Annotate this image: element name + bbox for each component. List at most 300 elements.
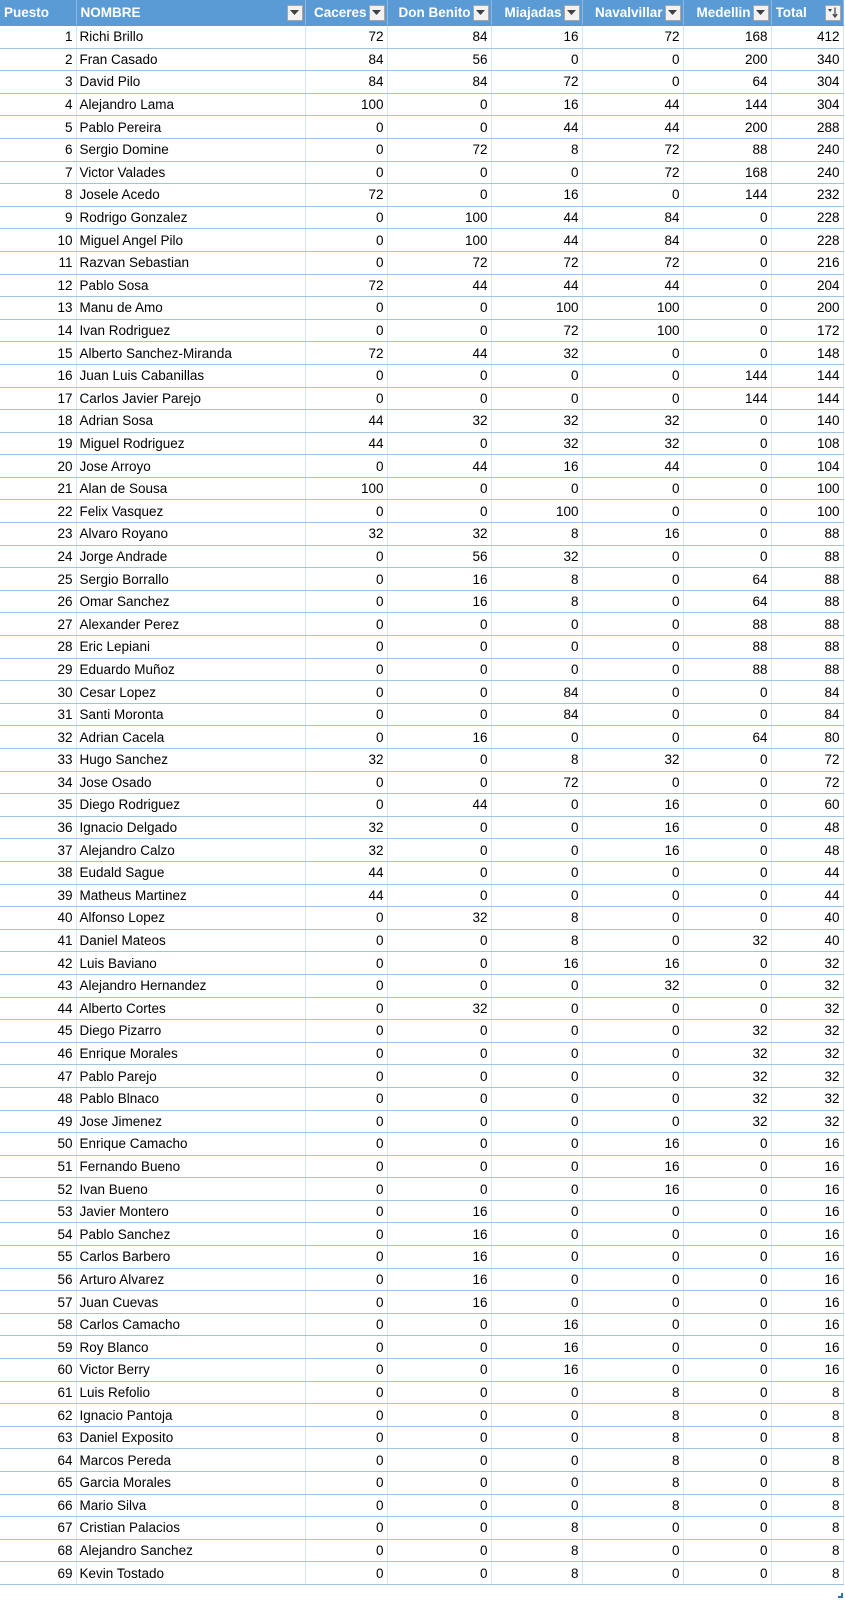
cell-total[interactable]: 88 xyxy=(771,523,843,546)
cell-nombre[interactable]: Alfonso Lopez xyxy=(76,907,305,930)
cell-caceres[interactable]: 0 xyxy=(305,229,387,252)
cell-total[interactable]: 8 xyxy=(771,1562,843,1585)
cell-miajadas[interactable]: 84 xyxy=(491,703,582,726)
cell-miajadas[interactable]: 84 xyxy=(491,681,582,704)
cell-total[interactable]: 16 xyxy=(771,1178,843,1201)
cell-nombre[interactable]: Enrique Camacho xyxy=(76,1133,305,1156)
cell-don-benito[interactable]: 0 xyxy=(387,1155,491,1178)
cell-medellin[interactable]: 32 xyxy=(683,1020,771,1043)
cell-medellin[interactable]: 0 xyxy=(683,1404,771,1427)
cell-nombre[interactable]: Enrique Morales xyxy=(76,1042,305,1065)
cell-miajadas[interactable]: 0 xyxy=(491,726,582,749)
cell-medellin[interactable]: 64 xyxy=(683,71,771,94)
cell-caceres[interactable]: 32 xyxy=(305,749,387,772)
cell-miajadas[interactable]: 0 xyxy=(491,997,582,1020)
cell-miajadas[interactable]: 8 xyxy=(491,523,582,546)
cell-total[interactable]: 240 xyxy=(771,161,843,184)
cell-medellin[interactable]: 200 xyxy=(683,116,771,139)
cell-navalvillar[interactable]: 8 xyxy=(582,1472,683,1495)
cell-puesto[interactable]: 65 xyxy=(0,1472,76,1495)
cell-miajadas[interactable]: 0 xyxy=(491,364,582,387)
cell-nombre[interactable]: Santi Moronta xyxy=(76,703,305,726)
cell-miajadas[interactable]: 100 xyxy=(491,297,582,320)
cell-miajadas[interactable]: 16 xyxy=(491,952,582,975)
cell-navalvillar[interactable]: 32 xyxy=(582,974,683,997)
cell-nombre[interactable]: Juan Cuevas xyxy=(76,1291,305,1314)
cell-miajadas[interactable]: 0 xyxy=(491,1178,582,1201)
cell-puesto[interactable]: 15 xyxy=(0,342,76,365)
cell-caceres[interactable]: 0 xyxy=(305,297,387,320)
cell-miajadas[interactable]: 0 xyxy=(491,636,582,659)
cell-caceres[interactable]: 0 xyxy=(305,1517,387,1540)
cell-miajadas[interactable]: 8 xyxy=(491,907,582,930)
cell-don-benito[interactable]: 0 xyxy=(387,1065,491,1088)
cell-don-benito[interactable]: 0 xyxy=(387,1336,491,1359)
cell-nombre[interactable]: Ivan Rodriguez xyxy=(76,319,305,342)
header-caceres[interactable] xyxy=(305,0,387,26)
cell-navalvillar[interactable]: 0 xyxy=(582,1223,683,1246)
cell-nombre[interactable]: David Pilo xyxy=(76,71,305,94)
cell-don-benito[interactable]: 84 xyxy=(387,26,491,49)
cell-medellin[interactable]: 0 xyxy=(683,432,771,455)
cell-navalvillar[interactable]: 0 xyxy=(582,726,683,749)
cell-navalvillar[interactable]: 16 xyxy=(582,1133,683,1156)
cell-medellin[interactable]: 0 xyxy=(683,884,771,907)
cell-caceres[interactable]: 44 xyxy=(305,410,387,433)
cell-medellin[interactable]: 32 xyxy=(683,1110,771,1133)
cell-navalvillar[interactable]: 0 xyxy=(582,545,683,568)
cell-caceres[interactable]: 0 xyxy=(305,138,387,161)
cell-total[interactable]: 60 xyxy=(771,794,843,817)
cell-puesto[interactable]: 27 xyxy=(0,613,76,636)
header-don-benito[interactable] xyxy=(387,0,491,26)
cell-miajadas[interactable]: 0 xyxy=(491,1404,582,1427)
cell-caceres[interactable]: 0 xyxy=(305,568,387,591)
cell-nombre[interactable]: Alejandro Lama xyxy=(76,93,305,116)
cell-don-benito[interactable]: 0 xyxy=(387,681,491,704)
cell-don-benito[interactable]: 44 xyxy=(387,455,491,478)
cell-navalvillar[interactable]: 16 xyxy=(582,1178,683,1201)
cell-total[interactable]: 88 xyxy=(771,568,843,591)
cell-nombre[interactable]: Rodrigo Gonzalez xyxy=(76,206,305,229)
cell-don-benito[interactable]: 0 xyxy=(387,319,491,342)
cell-miajadas[interactable]: 0 xyxy=(491,839,582,862)
cell-nombre[interactable]: Javier Montero xyxy=(76,1200,305,1223)
cell-don-benito[interactable]: 0 xyxy=(387,387,491,410)
cell-don-benito[interactable]: 0 xyxy=(387,1020,491,1043)
cell-don-benito[interactable]: 56 xyxy=(387,48,491,71)
cell-medellin[interactable]: 0 xyxy=(683,1291,771,1314)
cell-nombre[interactable]: Manu de Amo xyxy=(76,297,305,320)
cell-nombre[interactable]: Ignacio Pantoja xyxy=(76,1404,305,1427)
cell-miajadas[interactable]: 44 xyxy=(491,116,582,139)
cell-caceres[interactable]: 0 xyxy=(305,681,387,704)
cell-miajadas[interactable]: 8 xyxy=(491,568,582,591)
cell-medellin[interactable]: 200 xyxy=(683,48,771,71)
cell-caceres[interactable]: 84 xyxy=(305,48,387,71)
cell-miajadas[interactable]: 0 xyxy=(491,1494,582,1517)
cell-miajadas[interactable]: 0 xyxy=(491,1110,582,1133)
cell-navalvillar[interactable]: 8 xyxy=(582,1426,683,1449)
cell-total[interactable]: 8 xyxy=(771,1381,843,1404)
cell-don-benito[interactable]: 0 xyxy=(387,1472,491,1495)
cell-miajadas[interactable]: 16 xyxy=(491,26,582,49)
cell-total[interactable]: 32 xyxy=(771,1065,843,1088)
cell-caceres[interactable]: 0 xyxy=(305,1246,387,1269)
cell-puesto[interactable]: 48 xyxy=(0,1087,76,1110)
cell-nombre[interactable]: Arturo Alvarez xyxy=(76,1268,305,1291)
cell-nombre[interactable]: Pablo Blnaco xyxy=(76,1087,305,1110)
cell-total[interactable]: 88 xyxy=(771,636,843,659)
cell-caceres[interactable]: 32 xyxy=(305,839,387,862)
cell-medellin[interactable]: 0 xyxy=(683,206,771,229)
cell-nombre[interactable]: Sergio Domine xyxy=(76,138,305,161)
cell-caceres[interactable]: 0 xyxy=(305,1381,387,1404)
header-total[interactable] xyxy=(771,0,843,26)
cell-nombre[interactable]: Victor Berry xyxy=(76,1359,305,1382)
cell-puesto[interactable]: 3 xyxy=(0,71,76,94)
cell-miajadas[interactable]: 16 xyxy=(491,1336,582,1359)
cell-navalvillar[interactable]: 0 xyxy=(582,1042,683,1065)
cell-total[interactable]: 100 xyxy=(771,500,843,523)
cell-nombre[interactable]: Pablo Pereira xyxy=(76,116,305,139)
cell-total[interactable]: 88 xyxy=(771,613,843,636)
cell-miajadas[interactable]: 0 xyxy=(491,1291,582,1314)
cell-medellin[interactable]: 88 xyxy=(683,636,771,659)
cell-caceres[interactable]: 0 xyxy=(305,1042,387,1065)
cell-puesto[interactable]: 30 xyxy=(0,681,76,704)
cell-medellin[interactable]: 0 xyxy=(683,703,771,726)
cell-navalvillar[interactable]: 72 xyxy=(582,251,683,274)
cell-puesto[interactable]: 29 xyxy=(0,658,76,681)
cell-nombre[interactable]: Eudald Sague xyxy=(76,861,305,884)
cell-total[interactable]: 228 xyxy=(771,206,843,229)
cell-caceres[interactable]: 0 xyxy=(305,1472,387,1495)
cell-miajadas[interactable]: 8 xyxy=(491,929,582,952)
cell-nombre[interactable]: Alvaro Royano xyxy=(76,523,305,546)
cell-don-benito[interactable]: 0 xyxy=(387,477,491,500)
cell-miajadas[interactable]: 8 xyxy=(491,590,582,613)
cell-puesto[interactable]: 1 xyxy=(0,26,76,49)
cell-caceres[interactable]: 0 xyxy=(305,658,387,681)
cell-puesto[interactable]: 54 xyxy=(0,1223,76,1246)
cell-puesto[interactable]: 26 xyxy=(0,590,76,613)
cell-don-benito[interactable]: 0 xyxy=(387,952,491,975)
cell-puesto[interactable]: 46 xyxy=(0,1042,76,1065)
cell-navalvillar[interactable]: 0 xyxy=(582,1291,683,1314)
cell-medellin[interactable]: 0 xyxy=(683,410,771,433)
cell-navalvillar[interactable]: 0 xyxy=(582,387,683,410)
cell-don-benito[interactable]: 0 xyxy=(387,1133,491,1156)
cell-total[interactable]: 8 xyxy=(771,1494,843,1517)
cell-caceres[interactable]: 84 xyxy=(305,71,387,94)
cell-don-benito[interactable]: 72 xyxy=(387,138,491,161)
cell-don-benito[interactable]: 0 xyxy=(387,1404,491,1427)
cell-miajadas[interactable]: 0 xyxy=(491,974,582,997)
cell-total[interactable]: 16 xyxy=(771,1359,843,1382)
cell-caceres[interactable]: 0 xyxy=(305,1223,387,1246)
cell-navalvillar[interactable]: 72 xyxy=(582,161,683,184)
cell-caceres[interactable]: 0 xyxy=(305,1313,387,1336)
cell-medellin[interactable]: 144 xyxy=(683,387,771,410)
cell-total[interactable]: 84 xyxy=(771,703,843,726)
cell-caceres[interactable]: 0 xyxy=(305,703,387,726)
cell-miajadas[interactable]: 0 xyxy=(491,658,582,681)
cell-navalvillar[interactable]: 0 xyxy=(582,997,683,1020)
cell-nombre[interactable]: Miguel Angel Pilo xyxy=(76,229,305,252)
cell-total[interactable]: 48 xyxy=(771,839,843,862)
cell-miajadas[interactable]: 0 xyxy=(491,1087,582,1110)
cell-total[interactable]: 44 xyxy=(771,861,843,884)
cell-total[interactable]: 232 xyxy=(771,184,843,207)
cell-caceres[interactable]: 0 xyxy=(305,206,387,229)
cell-miajadas[interactable]: 0 xyxy=(491,48,582,71)
cell-don-benito[interactable]: 0 xyxy=(387,974,491,997)
cell-don-benito[interactable]: 32 xyxy=(387,523,491,546)
cell-nombre[interactable]: Carlos Camacho xyxy=(76,1313,305,1336)
cell-medellin[interactable]: 0 xyxy=(683,771,771,794)
cell-miajadas[interactable]: 0 xyxy=(491,1200,582,1223)
cell-puesto[interactable]: 51 xyxy=(0,1155,76,1178)
cell-don-benito[interactable]: 0 xyxy=(387,297,491,320)
cell-puesto[interactable]: 25 xyxy=(0,568,76,591)
cell-total[interactable]: 80 xyxy=(771,726,843,749)
cell-medellin[interactable]: 0 xyxy=(683,1336,771,1359)
cell-navalvillar[interactable]: 100 xyxy=(582,297,683,320)
cell-navalvillar[interactable]: 0 xyxy=(582,636,683,659)
cell-total[interactable]: 172 xyxy=(771,319,843,342)
cell-nombre[interactable]: Pablo Parejo xyxy=(76,1065,305,1088)
cell-navalvillar[interactable]: 0 xyxy=(582,1246,683,1269)
cell-caceres[interactable]: 0 xyxy=(305,907,387,930)
cell-medellin[interactable]: 0 xyxy=(683,1381,771,1404)
cell-puesto[interactable]: 33 xyxy=(0,749,76,772)
cell-medellin[interactable]: 0 xyxy=(683,1155,771,1178)
cell-caceres[interactable]: 0 xyxy=(305,1110,387,1133)
cell-don-benito[interactable]: 16 xyxy=(387,1200,491,1223)
cell-nombre[interactable]: Josele Acedo xyxy=(76,184,305,207)
cell-puesto[interactable]: 38 xyxy=(0,861,76,884)
cell-miajadas[interactable]: 0 xyxy=(491,1042,582,1065)
cell-miajadas[interactable]: 72 xyxy=(491,71,582,94)
cell-nombre[interactable]: Luis Baviano xyxy=(76,952,305,975)
cell-total[interactable]: 16 xyxy=(771,1291,843,1314)
cell-medellin[interactable]: 0 xyxy=(683,455,771,478)
cell-total[interactable]: 140 xyxy=(771,410,843,433)
cell-navalvillar[interactable]: 0 xyxy=(582,477,683,500)
cell-nombre[interactable]: Roy Blanco xyxy=(76,1336,305,1359)
cell-total[interactable]: 32 xyxy=(771,997,843,1020)
cell-navalvillar[interactable]: 0 xyxy=(582,500,683,523)
cell-total[interactable]: 412 xyxy=(771,26,843,49)
cell-navalvillar[interactable]: 0 xyxy=(582,658,683,681)
cell-total[interactable]: 8 xyxy=(771,1517,843,1540)
cell-total[interactable]: 228 xyxy=(771,229,843,252)
cell-total[interactable]: 104 xyxy=(771,455,843,478)
cell-don-benito[interactable]: 0 xyxy=(387,1042,491,1065)
cell-don-benito[interactable]: 0 xyxy=(387,432,491,455)
cell-puesto[interactable]: 61 xyxy=(0,1381,76,1404)
cell-miajadas[interactable]: 0 xyxy=(491,1223,582,1246)
cell-miajadas[interactable]: 0 xyxy=(491,161,582,184)
cell-navalvillar[interactable]: 72 xyxy=(582,138,683,161)
cell-medellin[interactable]: 0 xyxy=(683,274,771,297)
cell-medellin[interactable]: 0 xyxy=(683,1178,771,1201)
cell-don-benito[interactable]: 44 xyxy=(387,274,491,297)
cell-caceres[interactable]: 0 xyxy=(305,636,387,659)
cell-total[interactable]: 44 xyxy=(771,884,843,907)
cell-don-benito[interactable]: 32 xyxy=(387,410,491,433)
cell-caceres[interactable]: 32 xyxy=(305,523,387,546)
cell-caceres[interactable]: 72 xyxy=(305,274,387,297)
cell-navalvillar[interactable]: 100 xyxy=(582,319,683,342)
cell-don-benito[interactable]: 0 xyxy=(387,184,491,207)
cell-medellin[interactable]: 0 xyxy=(683,342,771,365)
cell-medellin[interactable]: 0 xyxy=(683,1539,771,1562)
cell-miajadas[interactable]: 0 xyxy=(491,1246,582,1269)
cell-navalvillar[interactable]: 16 xyxy=(582,523,683,546)
cell-medellin[interactable]: 32 xyxy=(683,1065,771,1088)
cell-puesto[interactable]: 9 xyxy=(0,206,76,229)
cell-caceres[interactable]: 0 xyxy=(305,1539,387,1562)
cell-puesto[interactable]: 52 xyxy=(0,1178,76,1201)
cell-puesto[interactable]: 41 xyxy=(0,929,76,952)
cell-total[interactable]: 216 xyxy=(771,251,843,274)
cell-puesto[interactable]: 68 xyxy=(0,1539,76,1562)
cell-medellin[interactable]: 0 xyxy=(683,500,771,523)
cell-nombre[interactable]: Ignacio Delgado xyxy=(76,816,305,839)
cell-caceres[interactable]: 0 xyxy=(305,455,387,478)
cell-caceres[interactable]: 0 xyxy=(305,1178,387,1201)
cell-medellin[interactable]: 144 xyxy=(683,184,771,207)
cell-nombre[interactable]: Pablo Sosa xyxy=(76,274,305,297)
cell-nombre[interactable]: Alejandro Calzo xyxy=(76,839,305,862)
cell-navalvillar[interactable]: 0 xyxy=(582,1065,683,1088)
cell-miajadas[interactable]: 0 xyxy=(491,1268,582,1291)
cell-navalvillar[interactable]: 0 xyxy=(582,929,683,952)
cell-nombre[interactable]: Daniel Mateos xyxy=(76,929,305,952)
cell-navalvillar[interactable]: 16 xyxy=(582,816,683,839)
cell-miajadas[interactable]: 0 xyxy=(491,794,582,817)
cell-don-benito[interactable]: 84 xyxy=(387,71,491,94)
cell-medellin[interactable]: 0 xyxy=(683,319,771,342)
cell-medellin[interactable]: 88 xyxy=(683,138,771,161)
cell-medellin[interactable]: 0 xyxy=(683,297,771,320)
cell-medellin[interactable]: 144 xyxy=(683,364,771,387)
cell-medellin[interactable]: 0 xyxy=(683,1494,771,1517)
cell-caceres[interactable]: 0 xyxy=(305,590,387,613)
cell-caceres[interactable]: 0 xyxy=(305,771,387,794)
cell-medellin[interactable]: 64 xyxy=(683,726,771,749)
cell-puesto[interactable]: 35 xyxy=(0,794,76,817)
cell-nombre[interactable]: Miguel Rodriguez xyxy=(76,432,305,455)
cell-caceres[interactable]: 0 xyxy=(305,1020,387,1043)
cell-total[interactable]: 144 xyxy=(771,364,843,387)
header-navalvillar[interactable] xyxy=(582,0,683,26)
cell-caceres[interactable]: 0 xyxy=(305,116,387,139)
cell-don-benito[interactable]: 32 xyxy=(387,997,491,1020)
cell-total[interactable]: 304 xyxy=(771,71,843,94)
cell-don-benito[interactable]: 0 xyxy=(387,839,491,862)
cell-total[interactable]: 32 xyxy=(771,1110,843,1133)
cell-miajadas[interactable]: 0 xyxy=(491,1426,582,1449)
cell-nombre[interactable]: Alan de Sousa xyxy=(76,477,305,500)
cell-miajadas[interactable]: 44 xyxy=(491,229,582,252)
cell-total[interactable]: 16 xyxy=(771,1133,843,1156)
cell-nombre[interactable]: Alejandro Hernandez xyxy=(76,974,305,997)
cell-caceres[interactable]: 0 xyxy=(305,1065,387,1088)
cell-navalvillar[interactable]: 0 xyxy=(582,184,683,207)
cell-navalvillar[interactable]: 0 xyxy=(582,1336,683,1359)
cell-medellin[interactable]: 0 xyxy=(683,1133,771,1156)
cell-nombre[interactable]: Alberto Cortes xyxy=(76,997,305,1020)
cell-medellin[interactable]: 0 xyxy=(683,1246,771,1269)
cell-miajadas[interactable]: 0 xyxy=(491,477,582,500)
cell-navalvillar[interactable]: 0 xyxy=(582,364,683,387)
cell-navalvillar[interactable]: 0 xyxy=(582,613,683,636)
cell-medellin[interactable]: 0 xyxy=(683,997,771,1020)
cell-medellin[interactable]: 0 xyxy=(683,861,771,884)
cell-nombre[interactable]: Cristian Palacios xyxy=(76,1517,305,1540)
cell-medellin[interactable]: 64 xyxy=(683,568,771,591)
cell-navalvillar[interactable]: 0 xyxy=(582,1268,683,1291)
cell-medellin[interactable]: 0 xyxy=(683,1562,771,1585)
cell-puesto[interactable]: 12 xyxy=(0,274,76,297)
cell-miajadas[interactable]: 0 xyxy=(491,613,582,636)
cell-nombre[interactable]: Kevin Tostado xyxy=(76,1562,305,1585)
cell-medellin[interactable]: 0 xyxy=(683,1517,771,1540)
cell-don-benito[interactable]: 0 xyxy=(387,93,491,116)
cell-puesto[interactable]: 6 xyxy=(0,138,76,161)
cell-puesto[interactable]: 31 xyxy=(0,703,76,726)
cell-medellin[interactable]: 0 xyxy=(683,974,771,997)
cell-don-benito[interactable]: 0 xyxy=(387,613,491,636)
cell-puesto[interactable]: 2 xyxy=(0,48,76,71)
cell-don-benito[interactable]: 44 xyxy=(387,794,491,817)
cell-total[interactable]: 8 xyxy=(771,1539,843,1562)
cell-total[interactable]: 148 xyxy=(771,342,843,365)
cell-puesto[interactable]: 32 xyxy=(0,726,76,749)
cell-miajadas[interactable]: 0 xyxy=(491,1133,582,1156)
cell-puesto[interactable]: 58 xyxy=(0,1313,76,1336)
cell-total[interactable]: 8 xyxy=(771,1426,843,1449)
cell-nombre[interactable]: Marcos Pereda xyxy=(76,1449,305,1472)
cell-don-benito[interactable]: 0 xyxy=(387,116,491,139)
cell-total[interactable]: 16 xyxy=(771,1246,843,1269)
cell-don-benito[interactable]: 0 xyxy=(387,161,491,184)
cell-medellin[interactable]: 144 xyxy=(683,93,771,116)
cell-puesto[interactable]: 69 xyxy=(0,1562,76,1585)
cell-navalvillar[interactable]: 0 xyxy=(582,71,683,94)
cell-puesto[interactable]: 10 xyxy=(0,229,76,252)
cell-total[interactable]: 8 xyxy=(771,1404,843,1427)
header-puesto[interactable] xyxy=(0,0,76,26)
cell-nombre[interactable]: Cesar Lopez xyxy=(76,681,305,704)
cell-navalvillar[interactable]: 0 xyxy=(582,907,683,930)
cell-total[interactable]: 16 xyxy=(771,1155,843,1178)
cell-caceres[interactable]: 0 xyxy=(305,1087,387,1110)
cell-medellin[interactable]: 0 xyxy=(683,523,771,546)
cell-medellin[interactable]: 0 xyxy=(683,1472,771,1495)
cell-miajadas[interactable]: 8 xyxy=(491,749,582,772)
cell-navalvillar[interactable]: 32 xyxy=(582,410,683,433)
cell-medellin[interactable]: 0 xyxy=(683,681,771,704)
cell-miajadas[interactable]: 100 xyxy=(491,500,582,523)
cell-miajadas[interactable]: 0 xyxy=(491,1472,582,1495)
cell-total[interactable]: 88 xyxy=(771,590,843,613)
cell-nombre[interactable]: Alexander Perez xyxy=(76,613,305,636)
cell-don-benito[interactable]: 0 xyxy=(387,1313,491,1336)
